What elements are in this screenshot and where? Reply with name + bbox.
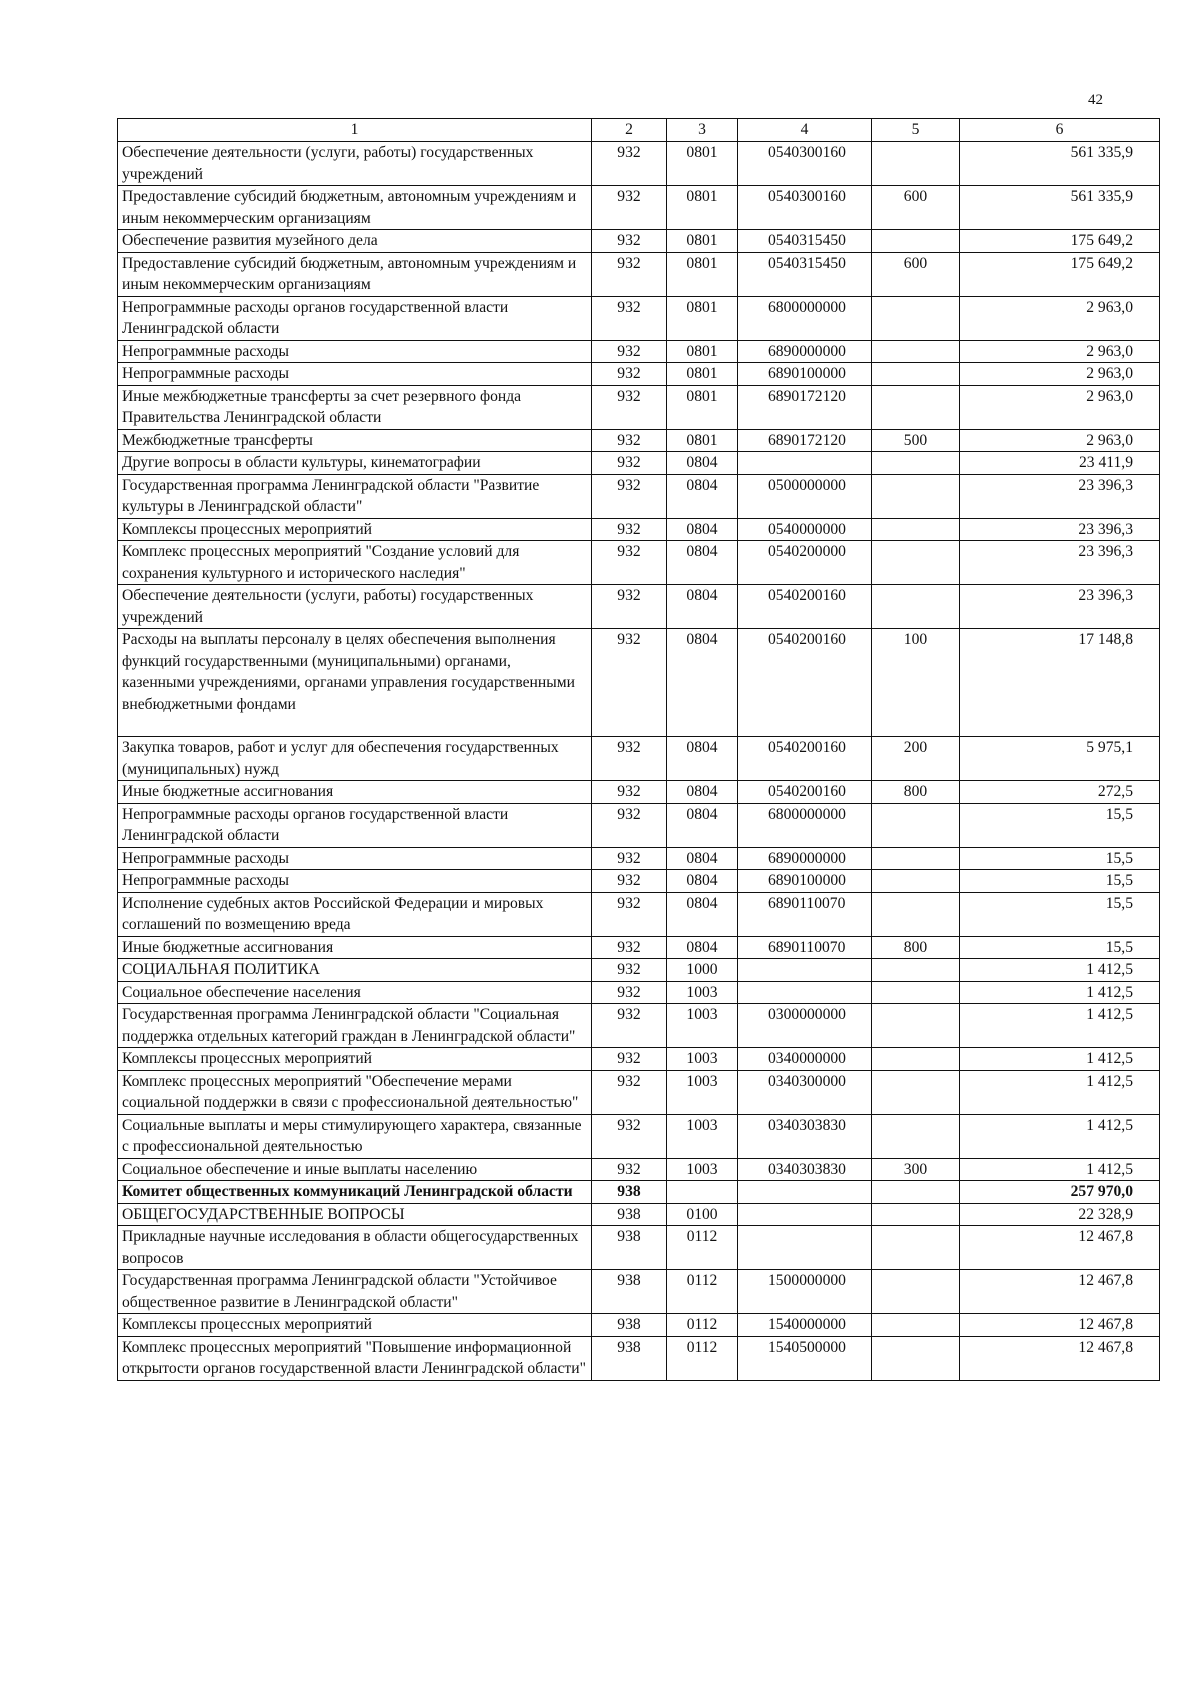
row-expense-type: 600 <box>872 252 960 296</box>
row-ministry-code: 932 <box>592 1004 667 1048</box>
row-section-code: 0804 <box>667 518 738 541</box>
row-section-code: 0804 <box>667 781 738 804</box>
table-row <box>118 252 1160 296</box>
table-row <box>118 1181 1160 1204</box>
table-row <box>118 142 1160 186</box>
row-target-code: 0540200160 <box>738 629 872 737</box>
row-section-code: 0801 <box>667 429 738 452</box>
row-expense-type <box>872 959 960 982</box>
row-section-code: 0801 <box>667 142 738 186</box>
row-name: Комитет общественных коммуникаций Ленинградской области <box>118 1181 592 1204</box>
row-section-code: 1003 <box>667 981 738 1004</box>
row-section-code: 0804 <box>667 936 738 959</box>
header-row <box>118 119 1160 142</box>
row-target-code: 6890172120 <box>738 385 872 429</box>
row-section-code: 0112 <box>667 1270 738 1314</box>
row-target-code: 6800000000 <box>738 803 872 847</box>
table-row <box>118 385 1160 429</box>
row-target-code: 0540200160 <box>738 585 872 629</box>
row-expense-type <box>872 474 960 518</box>
row-expense-type <box>872 803 960 847</box>
row-section-code: 0100 <box>667 1203 738 1226</box>
row-ministry-code: 932 <box>592 936 667 959</box>
row-section-code: 0801 <box>667 252 738 296</box>
row-target-code: 6890000000 <box>738 340 872 363</box>
row-target-code: 0540000000 <box>738 518 872 541</box>
row-expense-type <box>872 1070 960 1114</box>
row-ministry-code: 932 <box>592 803 667 847</box>
row-amount: 12 467,8 <box>960 1336 1160 1380</box>
row-target-code: 0340303830 <box>738 1158 872 1181</box>
row-name: ОБЩЕГОСУДАРСТВЕННЫЕ ВОПРОСЫ <box>118 1203 592 1226</box>
row-name: Социальное обеспечение и иные выплаты населению <box>118 1158 592 1181</box>
row-target-code: 1540000000 <box>738 1314 872 1337</box>
row-target-code: 0340300000 <box>738 1070 872 1114</box>
row-section-code: 0801 <box>667 296 738 340</box>
table-row <box>118 1226 1160 1270</box>
row-expense-type <box>872 892 960 936</box>
row-section-code: 0804 <box>667 541 738 585</box>
row-name: Государственная программа Ленинградской области "Социальная поддержка отдельных категорий граждан в Ленинградской области" <box>118 1004 592 1048</box>
row-target-code: 0340000000 <box>738 1048 872 1071</box>
row-name: Непрограммные расходы <box>118 870 592 893</box>
table-row <box>118 230 1160 253</box>
row-amount: 1 412,5 <box>960 1048 1160 1071</box>
row-section-code: 0112 <box>667 1336 738 1380</box>
row-amount: 1 412,5 <box>960 1158 1160 1181</box>
row-expense-type <box>872 452 960 475</box>
row-amount: 2 963,0 <box>960 296 1160 340</box>
row-name: Иные бюджетные ассигнования <box>118 936 592 959</box>
table-row <box>118 737 1160 781</box>
row-ministry-code: 932 <box>592 429 667 452</box>
row-expense-type <box>872 541 960 585</box>
header-col-3: 3 <box>667 119 738 142</box>
row-target-code: 6890000000 <box>738 847 872 870</box>
row-target-code: 6890100000 <box>738 870 872 893</box>
row-ministry-code: 932 <box>592 585 667 629</box>
table-row <box>118 186 1160 230</box>
row-amount: 272,5 <box>960 781 1160 804</box>
row-ministry-code: 932 <box>592 629 667 737</box>
row-section-code: 1003 <box>667 1158 738 1181</box>
row-section-code: 0801 <box>667 340 738 363</box>
row-ministry-code: 938 <box>592 1336 667 1380</box>
row-section-code: 0804 <box>667 892 738 936</box>
row-name: Иные бюджетные ассигнования <box>118 781 592 804</box>
row-expense-type: 800 <box>872 781 960 804</box>
row-target-code: 1540500000 <box>738 1336 872 1380</box>
table-row <box>118 1048 1160 1071</box>
table-row <box>118 781 1160 804</box>
row-name: Обеспечение деятельности (услуги, работы) государственных учреждений <box>118 585 592 629</box>
row-target-code: 0340303830 <box>738 1114 872 1158</box>
row-name: Исполнение судебных актов Российской Федерации и мировых соглашений по возмещению вреда <box>118 892 592 936</box>
row-amount: 23 396,3 <box>960 541 1160 585</box>
table-row <box>118 629 1160 737</box>
row-name: СОЦИАЛЬНАЯ ПОЛИТИКА <box>118 959 592 982</box>
table-row <box>118 452 1160 475</box>
row-amount: 23 396,3 <box>960 474 1160 518</box>
table-row <box>118 474 1160 518</box>
row-target-code: 6800000000 <box>738 296 872 340</box>
row-target-code: 0540200000 <box>738 541 872 585</box>
row-ministry-code: 932 <box>592 541 667 585</box>
row-name: Закупка товаров, работ и услуг для обеспечения государственных (муниципальных) нужд <box>118 737 592 781</box>
row-amount: 175 649,2 <box>960 230 1160 253</box>
row-target-code: 6890100000 <box>738 363 872 386</box>
row-name: Иные межбюджетные трансферты за счет резервного фонда Правительства Ленинградской области <box>118 385 592 429</box>
row-target-code: 0300000000 <box>738 1004 872 1048</box>
row-ministry-code: 932 <box>592 1070 667 1114</box>
row-amount: 12 467,8 <box>960 1314 1160 1337</box>
row-target-code <box>738 452 872 475</box>
row-amount: 5 975,1 <box>960 737 1160 781</box>
row-section-code: 1000 <box>667 959 738 982</box>
row-name: Прикладные научные исследования в области общегосударственных вопросов <box>118 1226 592 1270</box>
row-amount: 15,5 <box>960 803 1160 847</box>
row-expense-type <box>872 1114 960 1158</box>
row-amount: 23 411,9 <box>960 452 1160 475</box>
row-expense-type <box>872 1270 960 1314</box>
row-name: Расходы на выплаты персоналу в целях обеспечения выполнения функций государственными (муниципальными) органами, казенными учреждениями, органами управления государственными внебюджетными фондами <box>118 629 592 737</box>
row-section-code: 0112 <box>667 1314 738 1337</box>
row-amount: 257 970,0 <box>960 1181 1160 1204</box>
row-expense-type <box>872 1314 960 1337</box>
row-amount: 23 396,3 <box>960 585 1160 629</box>
table-row <box>118 1070 1160 1114</box>
row-target-code <box>738 1203 872 1226</box>
table-row <box>118 959 1160 982</box>
row-section-code: 1003 <box>667 1004 738 1048</box>
header-col-6: 6 <box>960 119 1160 142</box>
row-name: Другие вопросы в области культуры, кинематографии <box>118 452 592 475</box>
table-row <box>118 296 1160 340</box>
row-ministry-code: 932 <box>592 781 667 804</box>
row-ministry-code: 932 <box>592 870 667 893</box>
row-target-code: 0540300160 <box>738 142 872 186</box>
row-section-code: 0804 <box>667 737 738 781</box>
row-expense-type: 100 <box>872 629 960 737</box>
row-amount: 23 396,3 <box>960 518 1160 541</box>
row-expense-type <box>872 385 960 429</box>
row-amount: 12 467,8 <box>960 1270 1160 1314</box>
row-name: Комплексы процессных мероприятий <box>118 1314 592 1337</box>
row-expense-type: 600 <box>872 186 960 230</box>
row-name: Обеспечение развития музейного дела <box>118 230 592 253</box>
row-ministry-code: 932 <box>592 186 667 230</box>
row-name: Предоставление субсидий бюджетным, автономным учреждениям и иным некоммерческим организациям <box>118 186 592 230</box>
row-target-code <box>738 1181 872 1204</box>
row-section-code: 1003 <box>667 1114 738 1158</box>
row-ministry-code: 932 <box>592 1114 667 1158</box>
row-section-code: 0804 <box>667 629 738 737</box>
row-expense-type <box>872 296 960 340</box>
header-col-5: 5 <box>872 119 960 142</box>
row-section-code: 0804 <box>667 474 738 518</box>
row-name: Государственная программа Ленинградской области "Развитие культуры в Ленинградской области" <box>118 474 592 518</box>
row-name: Непрограммные расходы <box>118 847 592 870</box>
row-target-code <box>738 1226 872 1270</box>
row-expense-type <box>872 1203 960 1226</box>
row-ministry-code: 932 <box>592 959 667 982</box>
row-amount: 1 412,5 <box>960 1070 1160 1114</box>
row-expense-type <box>872 847 960 870</box>
table-row <box>118 981 1160 1004</box>
row-ministry-code: 932 <box>592 230 667 253</box>
header-col-1: 1 <box>118 119 592 142</box>
row-name: Обеспечение деятельности (услуги, работы) государственных учреждений <box>118 142 592 186</box>
row-expense-type <box>872 585 960 629</box>
row-amount: 561 335,9 <box>960 186 1160 230</box>
row-expense-type <box>872 340 960 363</box>
table-row <box>118 1270 1160 1314</box>
row-ministry-code: 932 <box>592 385 667 429</box>
row-target-code: 6890110070 <box>738 892 872 936</box>
row-amount: 1 412,5 <box>960 1114 1160 1158</box>
row-ministry-code: 932 <box>592 981 667 1004</box>
row-target-code: 0540315450 <box>738 230 872 253</box>
row-ministry-code: 932 <box>592 363 667 386</box>
table-row <box>118 892 1160 936</box>
row-ministry-code: 932 <box>592 252 667 296</box>
row-ministry-code: 932 <box>592 1158 667 1181</box>
row-ministry-code: 932 <box>592 340 667 363</box>
row-name: Непрограммные расходы <box>118 340 592 363</box>
table-row <box>118 1336 1160 1380</box>
row-target-code: 1500000000 <box>738 1270 872 1314</box>
table-row <box>118 1114 1160 1158</box>
row-amount: 1 412,5 <box>960 981 1160 1004</box>
row-ministry-code: 932 <box>592 296 667 340</box>
row-ministry-code: 938 <box>592 1314 667 1337</box>
row-target-code: 0540200160 <box>738 781 872 804</box>
row-amount: 2 963,0 <box>960 340 1160 363</box>
row-expense-type <box>872 1181 960 1204</box>
row-target-code <box>738 959 872 982</box>
table-row <box>118 363 1160 386</box>
table-row <box>118 1004 1160 1048</box>
table-row <box>118 1203 1160 1226</box>
row-name: Социальные выплаты и меры стимулирующего характера, связанные с профессиональной деятельностью <box>118 1114 592 1158</box>
row-ministry-code: 932 <box>592 142 667 186</box>
row-section-code: 0801 <box>667 363 738 386</box>
row-ministry-code: 938 <box>592 1181 667 1204</box>
row-amount: 1 412,5 <box>960 959 1160 982</box>
row-amount: 1 412,5 <box>960 1004 1160 1048</box>
table-row <box>118 803 1160 847</box>
table-row <box>118 340 1160 363</box>
row-target-code: 0540300160 <box>738 186 872 230</box>
row-name: Комплекс процессных мероприятий "Создание условий для сохранения культурного и исторического наследия" <box>118 541 592 585</box>
row-ministry-code: 932 <box>592 1048 667 1071</box>
row-section-code: 0801 <box>667 230 738 253</box>
budget-table <box>117 118 1160 1381</box>
row-expense-type <box>872 1004 960 1048</box>
row-name: Комплексы процессных мероприятий <box>118 518 592 541</box>
table-row <box>118 1158 1160 1181</box>
row-section-code <box>667 1181 738 1204</box>
table-row <box>118 585 1160 629</box>
row-amount: 2 963,0 <box>960 429 1160 452</box>
row-name: Предоставление субсидий бюджетным, автономным учреждениям и иным некоммерческим организациям <box>118 252 592 296</box>
page-number: 42 <box>1088 92 1103 108</box>
row-section-code: 0804 <box>667 847 738 870</box>
row-amount: 22 328,9 <box>960 1203 1160 1226</box>
row-expense-type <box>872 142 960 186</box>
row-ministry-code: 938 <box>592 1226 667 1270</box>
row-amount: 2 963,0 <box>960 385 1160 429</box>
row-target-code: 0500000000 <box>738 474 872 518</box>
row-ministry-code: 932 <box>592 452 667 475</box>
row-section-code: 0112 <box>667 1226 738 1270</box>
row-target-code: 0540200160 <box>738 737 872 781</box>
row-section-code: 0804 <box>667 585 738 629</box>
row-target-code: 6890110070 <box>738 936 872 959</box>
row-amount: 12 467,8 <box>960 1226 1160 1270</box>
row-ministry-code: 932 <box>592 737 667 781</box>
row-section-code: 1003 <box>667 1048 738 1071</box>
row-target-code: 6890172120 <box>738 429 872 452</box>
row-expense-type <box>872 1048 960 1071</box>
row-expense-type: 800 <box>872 936 960 959</box>
row-name: Комплекс процессных мероприятий "Обеспечение мерами социальной поддержки в связи с профессиональной деятельностью" <box>118 1070 592 1114</box>
row-amount: 15,5 <box>960 870 1160 893</box>
row-section-code: 1003 <box>667 1070 738 1114</box>
row-amount: 2 963,0 <box>960 363 1160 386</box>
row-expense-type <box>872 1336 960 1380</box>
row-expense-type <box>872 363 960 386</box>
row-name: Комплексы процессных мероприятий <box>118 1048 592 1071</box>
row-name: Социальное обеспечение населения <box>118 981 592 1004</box>
row-section-code: 0801 <box>667 186 738 230</box>
row-amount: 15,5 <box>960 936 1160 959</box>
row-amount: 15,5 <box>960 847 1160 870</box>
row-amount: 175 649,2 <box>960 252 1160 296</box>
table-row <box>118 936 1160 959</box>
row-target-code <box>738 981 872 1004</box>
row-ministry-code: 932 <box>592 847 667 870</box>
table-row <box>118 518 1160 541</box>
row-expense-type: 500 <box>872 429 960 452</box>
row-expense-type <box>872 981 960 1004</box>
table-row <box>118 429 1160 452</box>
row-ministry-code: 938 <box>592 1270 667 1314</box>
row-expense-type: 300 <box>872 1158 960 1181</box>
row-ministry-code: 932 <box>592 518 667 541</box>
row-expense-type <box>872 518 960 541</box>
row-ministry-code: 932 <box>592 892 667 936</box>
row-expense-type <box>872 870 960 893</box>
row-expense-type <box>872 1226 960 1270</box>
row-name: Комплекс процессных мероприятий "Повышение информационной открытости органов государственной власти Ленинградской области" <box>118 1336 592 1380</box>
row-ministry-code: 932 <box>592 474 667 518</box>
row-name: Государственная программа Ленинградской области "Устойчивое общественное развитие в Ленинградской области" <box>118 1270 592 1314</box>
row-section-code: 0804 <box>667 803 738 847</box>
table-row <box>118 847 1160 870</box>
row-amount: 15,5 <box>960 892 1160 936</box>
header-col-2: 2 <box>592 119 667 142</box>
row-amount: 561 335,9 <box>960 142 1160 186</box>
row-amount: 17 148,8 <box>960 629 1160 737</box>
row-expense-type: 200 <box>872 737 960 781</box>
table-row <box>118 870 1160 893</box>
row-name: Межбюджетные трансферты <box>118 429 592 452</box>
row-section-code: 0801 <box>667 385 738 429</box>
row-ministry-code: 938 <box>592 1203 667 1226</box>
row-name: Непрограммные расходы органов государственной власти Ленинградской области <box>118 803 592 847</box>
row-name: Непрограммные расходы <box>118 363 592 386</box>
table-row <box>118 1314 1160 1337</box>
row-section-code: 0804 <box>667 452 738 475</box>
row-expense-type <box>872 230 960 253</box>
row-section-code: 0804 <box>667 870 738 893</box>
table-row <box>118 541 1160 585</box>
row-name: Непрограммные расходы органов государственной власти Ленинградской области <box>118 296 592 340</box>
budget-table-body <box>118 119 1160 1381</box>
header-col-4: 4 <box>738 119 872 142</box>
row-target-code: 0540315450 <box>738 252 872 296</box>
